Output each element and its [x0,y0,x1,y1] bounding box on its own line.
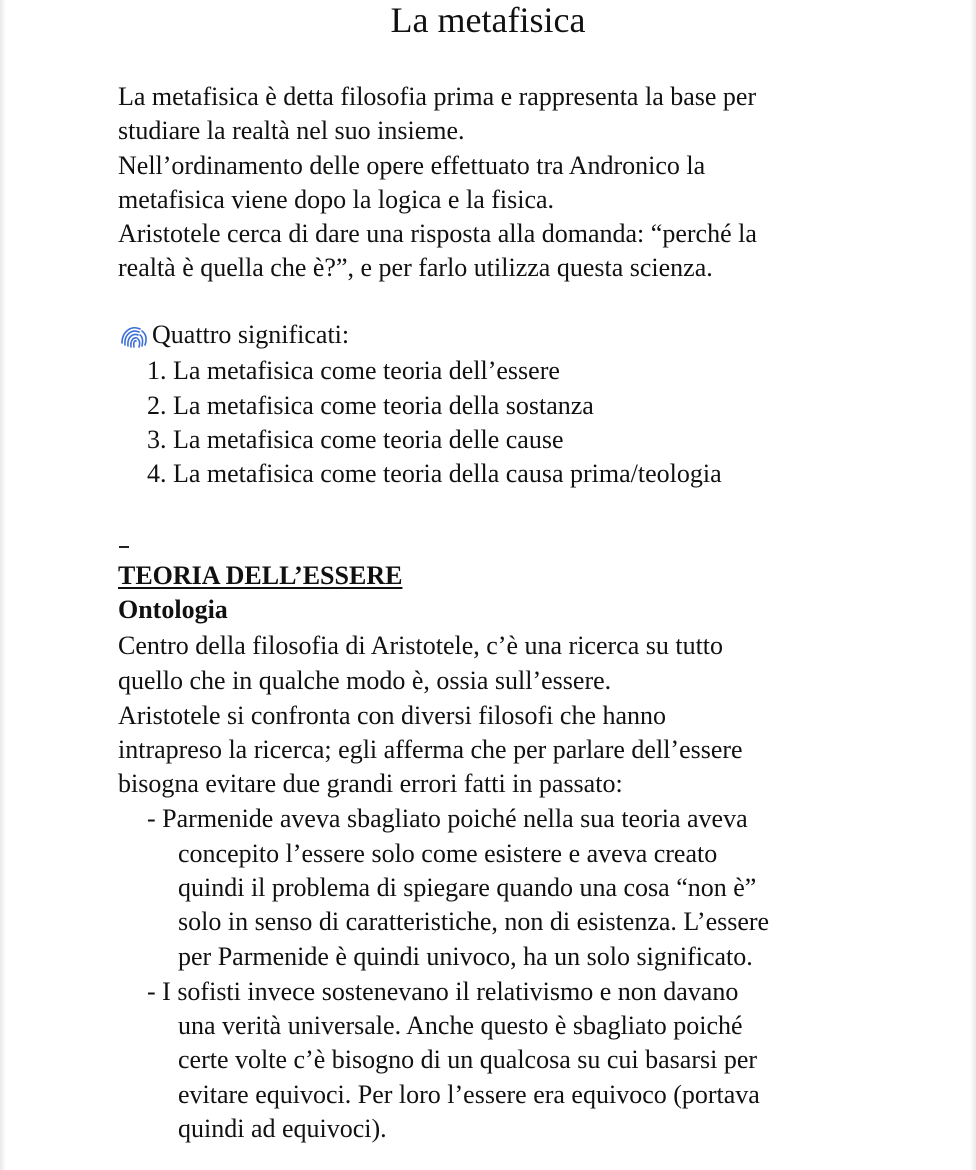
page-title: La metafisica [390,0,586,40]
page-edge-left [0,0,6,1170]
section-body-line: bisogna evitare due grandi errori fatti in passato: [118,769,623,798]
section-body-line: intrapreso la ricerca; egli afferma che per parlare dell’essere [118,735,743,764]
meaning-item: 2. La metafisica come teoria della sostanza [147,391,594,420]
section-body-line: Aristotele si confronta con diversi filosofi che hanno [118,701,667,730]
meaning-item: 4. La metafisica come teoria della causa prima/teologia [147,459,722,488]
bullet-parmenide-line: per Parmenide è quindi univoco, ha un solo significato. [178,942,753,971]
bullet-sofisti-line: certe volte c’è bisogno di un qualcosa su cui basarsi per [178,1045,758,1074]
bullet-parmenide-line: quindi il problema di spiegare quando una cosa “non è” [178,873,757,902]
section-dash-mark [119,546,129,548]
bullet-sofisti-line: quindi ad equivoci). [178,1114,387,1143]
bullet-parmenide-line: concepito l’essere solo come esistere e aveva creato [178,839,718,868]
meaning-item: 1. La metafisica come teoria dell’essere [147,356,560,385]
intro-line: studiare la realtà nel suo insieme. [118,116,465,145]
page-edge-right [970,0,976,1170]
bullet-sofisti-line: evitare equivoci. Per loro l’essere era equivoco (portava [178,1080,760,1109]
section-body-line: Centro della filosofia di Aristotele, c’è una ricerca su tutto [118,631,724,660]
fingerprint-icon [118,321,150,349]
section-body-line: quello che in qualche modo è, ossia sull’essere. [118,666,612,695]
bullet-parmenide-first-line: - Parmenide aveva sbagliato poiché nella sua teoria aveva [147,804,748,833]
section-heading: TEORIA DELL’ESSERE [118,561,403,590]
bullet-sofisti-first-line: - I sofisti invece sostenevano il relativismo e non davano [147,977,739,1006]
section-subheading: Ontologia [118,595,228,624]
intro-line: Aristotele cerca di dare una risposta alla domanda: “perché la [118,219,757,248]
intro-line: metafisica viene dopo la logica e la fisica. [118,185,555,214]
bullet-parmenide-line: solo in senso di caratteristiche, non di esistenza. L’essere [178,907,770,936]
intro-line: Nell’ordinamento delle opere effettuato tra Andronico la [118,151,706,180]
meaning-item: 3. La metafisica come teoria delle cause [147,425,564,454]
bullet-sofisti-line: una verità universale. Anche questo è sbagliato poiché [178,1011,743,1040]
intro-line: La metafisica è detta filosofia prima e rappresenta la base per [118,82,757,111]
meanings-heading: Quattro significati: [152,320,350,349]
intro-line: realtà è quella che è?”, e per farlo utilizza questa scienza. [118,253,713,282]
